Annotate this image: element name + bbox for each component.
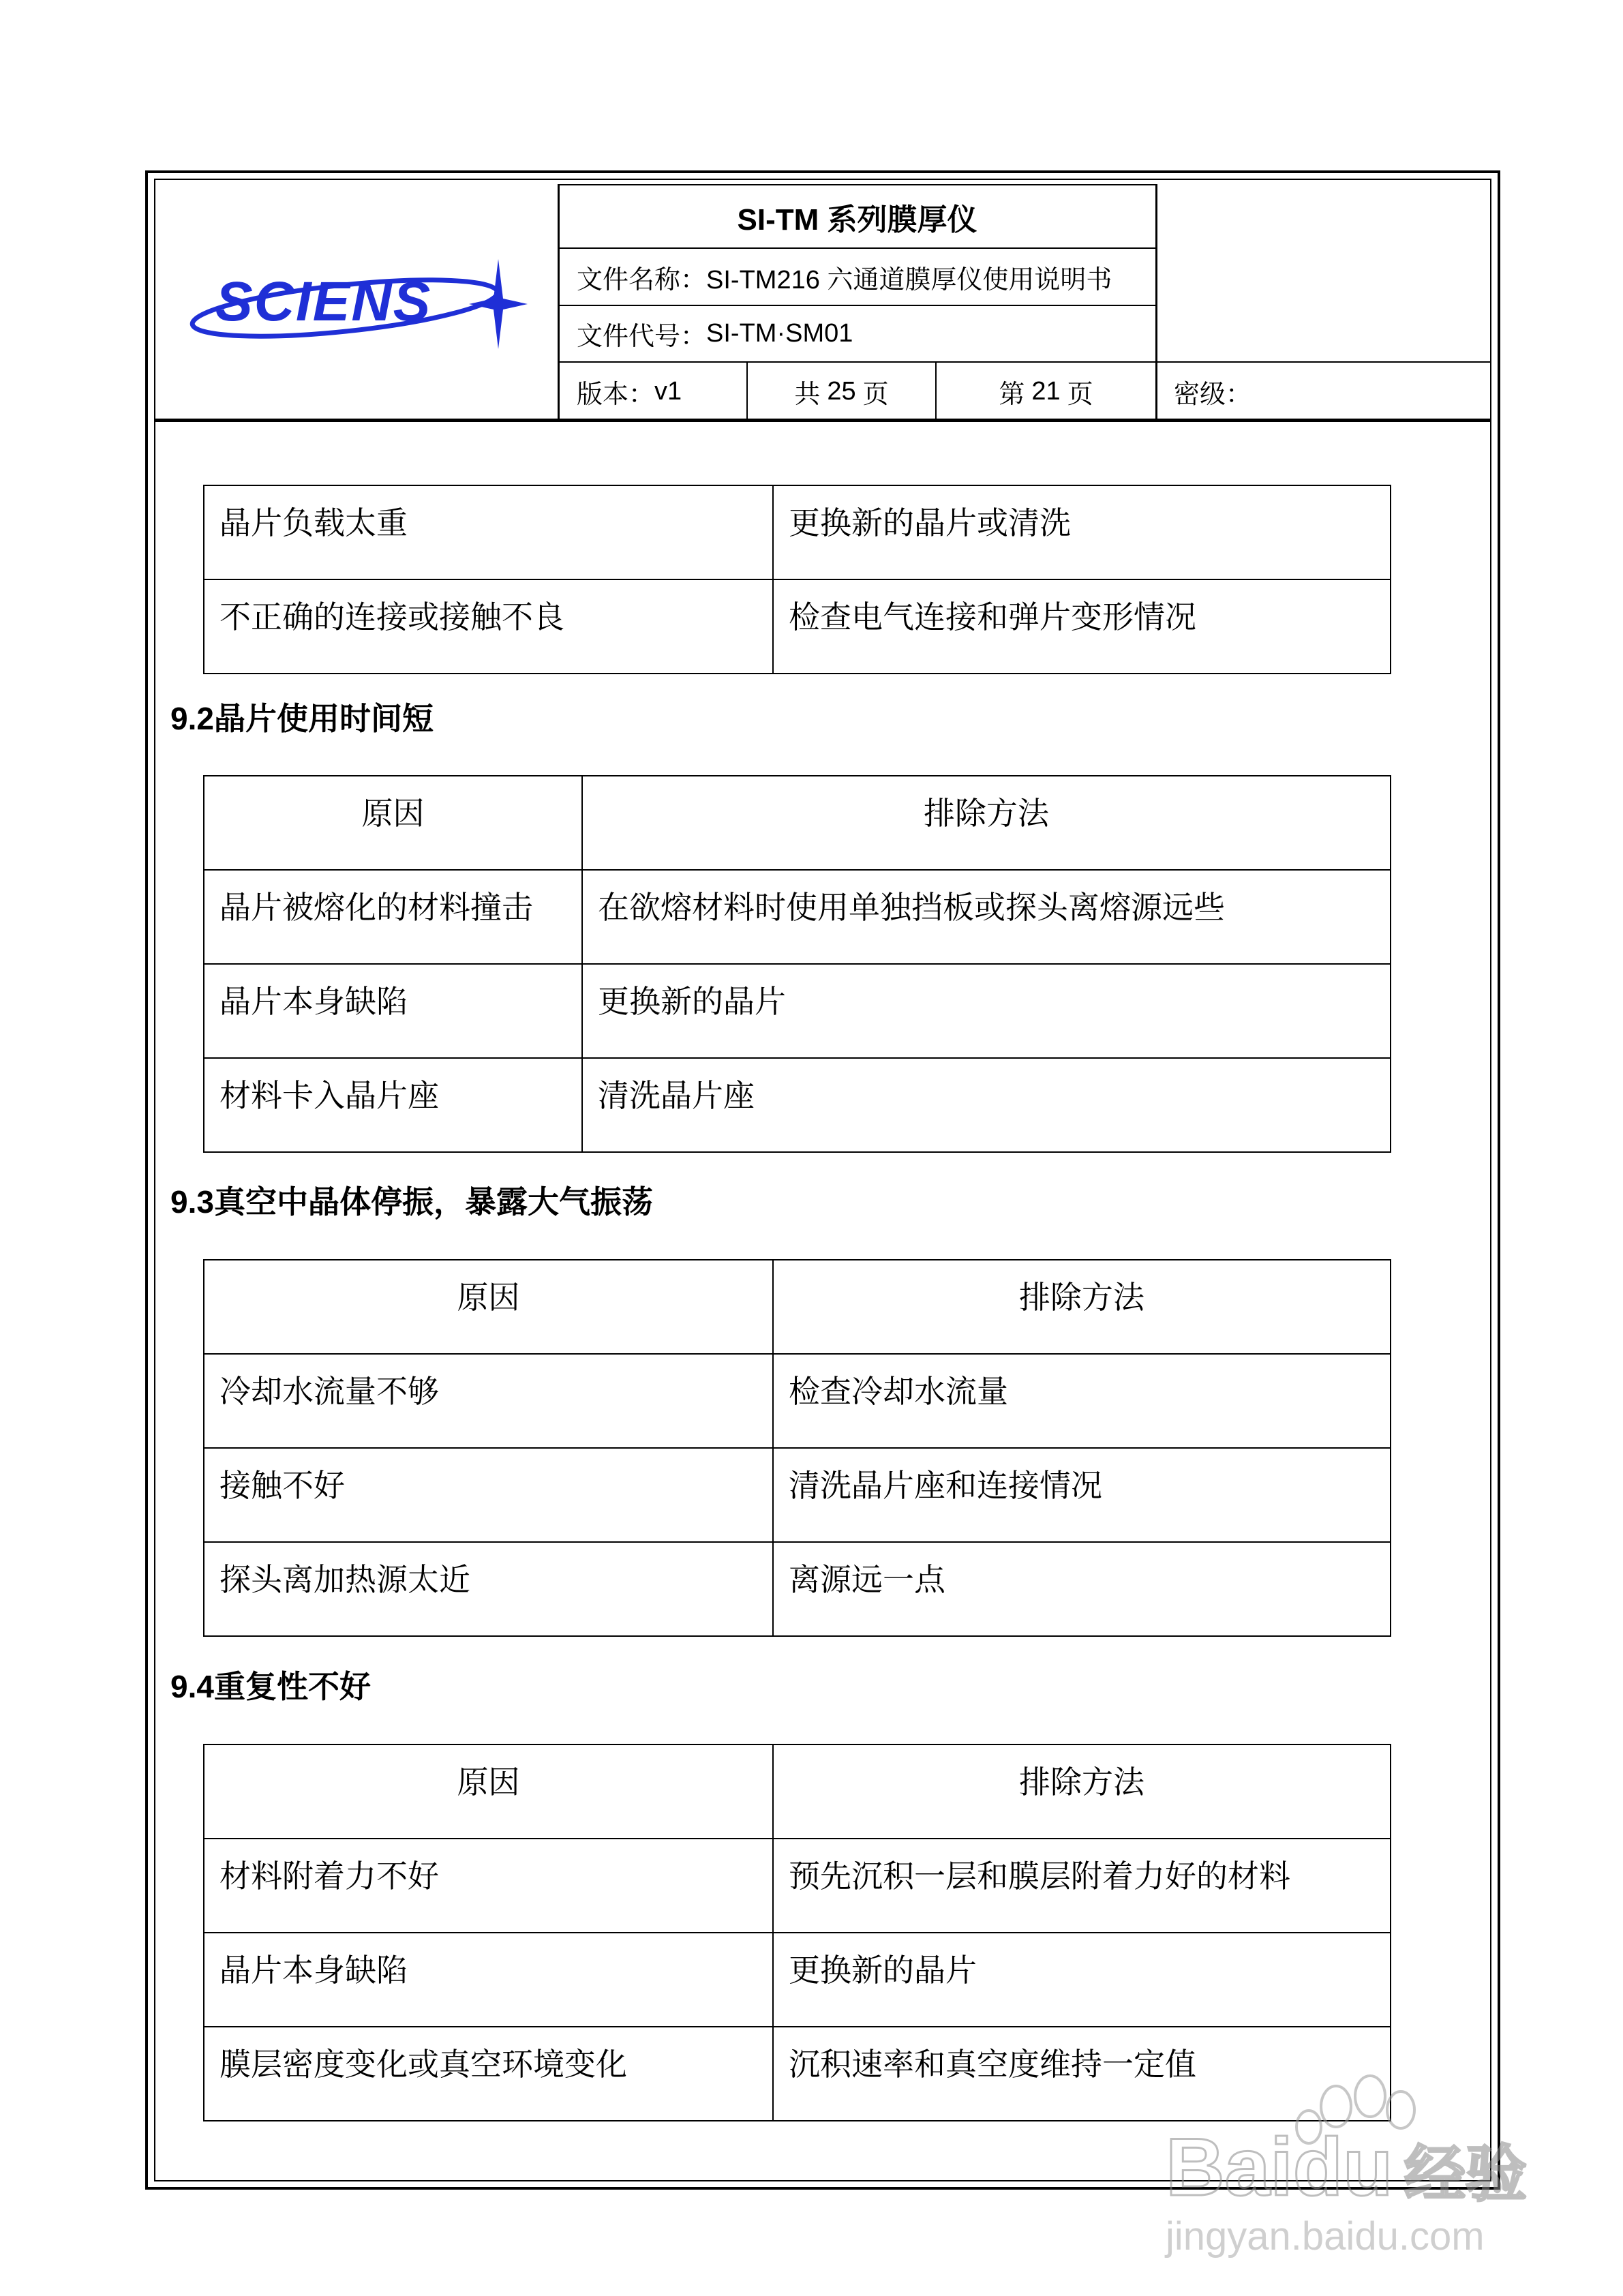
watermark-brand: Baidu xyxy=(1166,2121,1393,2213)
solution-cell: 更换新的晶片或清洗 xyxy=(773,485,1391,579)
table-row xyxy=(204,1839,1391,1933)
cause-cell: 晶片本身缺陷 xyxy=(204,1933,773,2027)
page-suffix: 页 xyxy=(1067,378,1093,409)
sciens-logo xyxy=(188,245,529,354)
table-header-row xyxy=(204,1260,1391,1354)
table-row xyxy=(204,1933,1391,2027)
file-name-value: SI-TM216 六通道膜厚仪使用说明书 xyxy=(706,265,1112,294)
file-code-row xyxy=(577,306,853,361)
file-name-row xyxy=(577,249,1112,305)
cause-cell: 晶片被熔化的材料撞击 xyxy=(204,870,582,964)
solution-cell: 清洗晶片座和连接情况 xyxy=(773,1448,1391,1542)
file-code-label: 文件代号： xyxy=(577,321,707,351)
solution-cell: 沉积速率和真空度维持一定值 xyxy=(773,2027,1391,2121)
watermark-cn: 经验 xyxy=(1404,2139,1527,2210)
section-number: 9.3 xyxy=(170,1184,214,1220)
baidu-jingyan-watermark xyxy=(1152,2066,1534,2270)
table-row xyxy=(204,964,1391,1058)
cause-cell: 晶片负载太重 xyxy=(204,485,773,579)
total-pages-value: 25 xyxy=(827,376,856,406)
solution-cell: 更换新的晶片 xyxy=(582,964,1391,1058)
total-pages-cell xyxy=(748,363,935,420)
section-9-3-title xyxy=(170,1177,653,1222)
table-row xyxy=(204,485,1391,579)
table-row xyxy=(204,579,1391,674)
section-9-4-table xyxy=(203,1744,1391,2121)
file-code-value: SI-TM·SM01 xyxy=(706,319,853,348)
solution-cell: 检查冷却水流量 xyxy=(773,1354,1391,1448)
cause-cell: 材料附着力不好 xyxy=(204,1839,773,1933)
solution-cell: 离源远一点 xyxy=(773,1542,1391,1636)
page-number-cell xyxy=(937,363,1155,420)
header-cause: 原因 xyxy=(204,1260,773,1354)
secret-label: 密级： xyxy=(1174,378,1252,409)
total-pages-suffix: 页 xyxy=(862,378,889,409)
watermark-url: jingyan.baidu.com xyxy=(1166,2214,1485,2259)
section-9-3-table xyxy=(203,1259,1391,1637)
header-solution: 排除方法 xyxy=(773,1744,1391,1839)
total-pages-prefix: 共 xyxy=(794,378,821,409)
section-9-2-table xyxy=(203,775,1391,1153)
header-solution: 排除方法 xyxy=(582,776,1391,870)
version-value: v1 xyxy=(654,376,682,406)
solution-cell: 更换新的晶片 xyxy=(773,1933,1391,2027)
table-header-row xyxy=(204,776,1391,870)
logo-text: SCIENS xyxy=(215,271,432,333)
table-row xyxy=(204,1354,1391,1448)
secret-level-cell xyxy=(1174,363,1252,420)
cause-cell: 膜层密度变化或真空环境变化 xyxy=(204,2027,773,2121)
section-title-text: 真空中晶体停振，暴露大气振荡 xyxy=(213,1183,653,1220)
file-name-label: 文件名称： xyxy=(577,264,707,294)
table-row xyxy=(204,1448,1391,1542)
table-row xyxy=(204,870,1391,964)
cause-cell: 接触不好 xyxy=(204,1448,773,1542)
solution-cell: 预先沉积一层和膜层附着力好的材料 xyxy=(773,1839,1391,1933)
section-title-text: 晶片使用时间短 xyxy=(213,700,434,737)
section-9-4-title xyxy=(170,1662,371,1707)
continued-table xyxy=(203,485,1391,674)
section-number: 9.4 xyxy=(170,1669,214,1704)
solution-cell: 在欲熔材料时使用单独挡板或探头离熔源远些 xyxy=(582,870,1391,964)
header-cause: 原因 xyxy=(204,1744,773,1839)
header-divider-right xyxy=(1155,184,1157,420)
header-solution: 排除方法 xyxy=(773,1260,1391,1354)
cause-cell: 晶片本身缺陷 xyxy=(204,964,582,1058)
solution-cell: 清洗晶片座 xyxy=(582,1058,1391,1152)
version-label: 版本： xyxy=(577,378,655,409)
page-value: 21 xyxy=(1031,376,1061,406)
version-cell xyxy=(577,363,682,420)
section-9-2-title xyxy=(170,694,434,739)
section-number: 9.2 xyxy=(170,701,214,736)
cause-cell: 冷却水流量不够 xyxy=(204,1354,773,1448)
series-title: SI-TM 系列膜厚仪 xyxy=(737,202,977,237)
cause-cell: 探头离加热源太近 xyxy=(204,1542,773,1636)
header-cause: 原因 xyxy=(204,776,582,870)
page-prefix: 第 xyxy=(999,378,1025,409)
table-row xyxy=(204,1542,1391,1636)
cause-cell: 材料卡入晶片座 xyxy=(204,1058,582,1152)
table-row xyxy=(204,1058,1391,1152)
solution-cell: 检查电气连接和弹片变形情况 xyxy=(773,579,1391,674)
cause-cell: 不正确的连接或接触不良 xyxy=(204,579,773,674)
section-title-text: 重复性不好 xyxy=(213,1668,371,1705)
table-header-row xyxy=(204,1744,1391,1839)
